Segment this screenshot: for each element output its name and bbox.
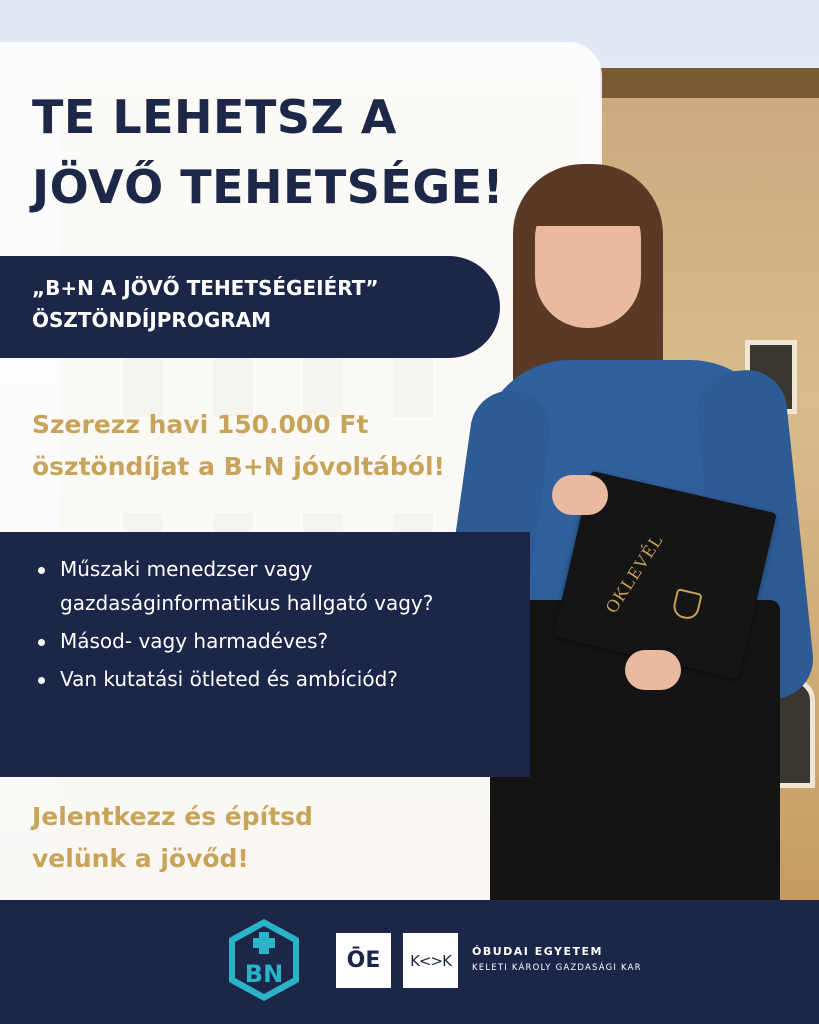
offer-line-1: Szerezz havi 150.000 Ft bbox=[32, 410, 369, 439]
list-item: Másod- vagy harmadéves? bbox=[32, 624, 462, 658]
bn-logo-icon bbox=[226, 916, 302, 1004]
student-photo bbox=[460, 160, 819, 900]
offer-line-2: ösztöndíjat a B+N jóvoltából! bbox=[32, 452, 445, 481]
title-line-1: TE LEHETSZ A bbox=[32, 90, 397, 144]
kgk-faculty-logo: K<>K bbox=[403, 933, 458, 988]
program-line-2: ÖSZTÖNDÍJPROGRAM bbox=[32, 308, 272, 332]
bullet-icon bbox=[38, 677, 45, 684]
list-item: Műszaki menedzser vagy gazdaságinformatikus hallgató vagy? bbox=[32, 552, 462, 620]
obuda-university-logo: ŌE bbox=[336, 933, 391, 988]
program-name bbox=[32, 272, 472, 336]
folder-label: OKLEVÉL bbox=[601, 530, 667, 617]
bullet-icon bbox=[38, 639, 45, 646]
university-name: ÓBUDAI EGYETEM bbox=[472, 945, 603, 958]
program-line-1: „B+N A JÖVŐ TEHETSÉGEIÉRT” bbox=[32, 276, 379, 300]
page-title bbox=[32, 82, 592, 222]
cta-line-1: Jelentkezz és építsd bbox=[32, 802, 313, 831]
coat-of-arms-icon bbox=[671, 588, 703, 621]
bn-logo-text: BN bbox=[244, 960, 284, 988]
criteria-list bbox=[32, 552, 462, 700]
faculty-name: KELETI KÁROLY GAZDASÁGI KAR bbox=[472, 963, 642, 973]
scholarship-offer bbox=[32, 404, 512, 488]
title-line-2: JÖVŐ TEHETSÉGE! bbox=[32, 160, 505, 214]
list-item: Van kutatási ötleted és ambíciód? bbox=[32, 662, 462, 696]
call-to-action bbox=[32, 796, 452, 880]
cta-line-2: velünk a jövőd! bbox=[32, 844, 249, 873]
bullet-icon bbox=[38, 567, 45, 574]
